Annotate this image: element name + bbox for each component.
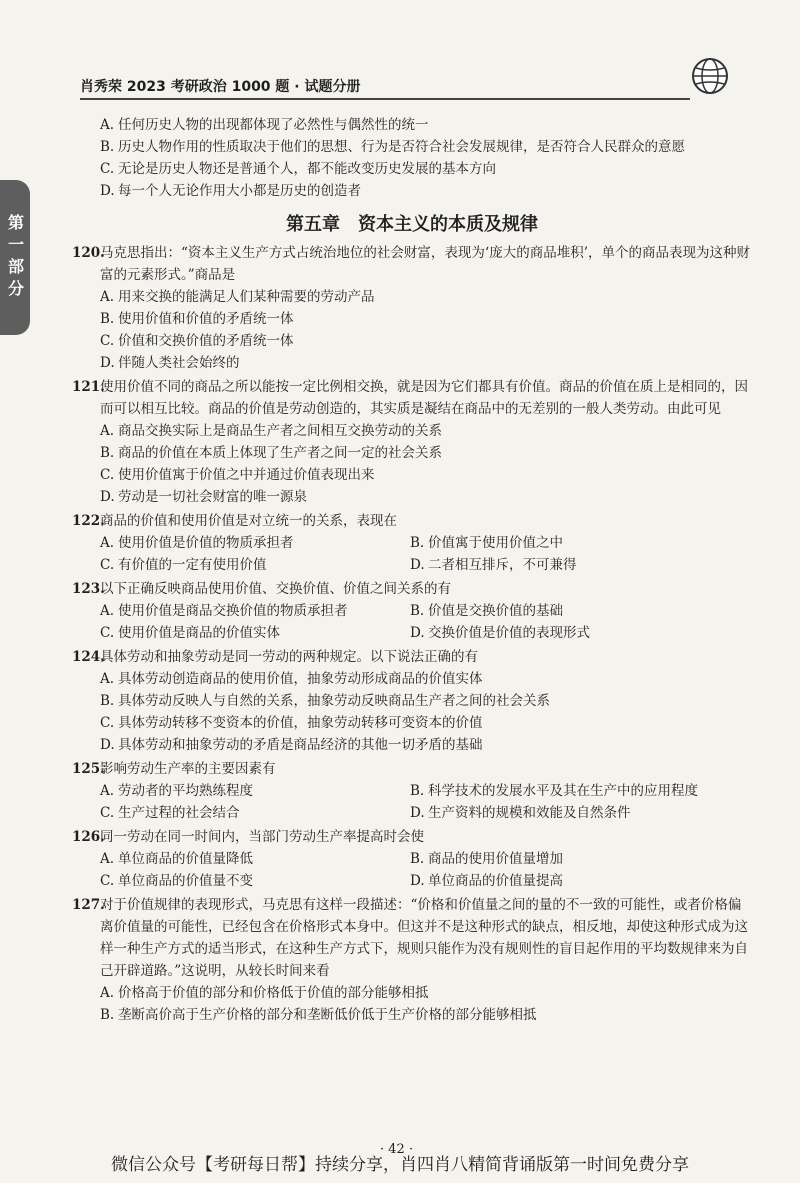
answer-option: [410, 780, 742, 802]
question-item: [72, 758, 752, 824]
option-text: 价格高于价值的部分和价格低于价值的部分能够相抵: [118, 985, 429, 1001]
answer-option: [410, 802, 742, 824]
option-text: 劳动者的平均熟练程度: [118, 783, 253, 799]
question-text: 商品的价值和使用价值是对立统一的关系，表现在: [100, 513, 397, 529]
question-text: 使用价值不同的商品之所以能按一定比例相交换，就是因为它们都具有价值。商品的价值在质上是相同的，因而可以相互比较。商品的价值是劳动创造的，其实质是凝结在商品中的无差别的一般人类劳动。由此可见: [100, 379, 748, 417]
answer-option: [100, 136, 752, 158]
option-letter: A.: [100, 851, 115, 867]
option-text: 交换价值是价值的表现形式: [428, 625, 590, 641]
question-item: [72, 510, 752, 576]
option-letter: B.: [410, 603, 425, 619]
question-stem: [72, 646, 752, 668]
option-text: 使用价值是商品交换价值的物质承担者: [118, 603, 348, 619]
answer-option: [100, 870, 382, 892]
question-stem: [72, 578, 752, 600]
option-list: [72, 668, 752, 756]
option-list: [72, 848, 752, 892]
option-letter: A.: [100, 289, 115, 305]
option-text: 具体劳动创造商品的使用价值，抽象劳动形成商品的价值实体: [118, 671, 483, 687]
answer-option: [100, 158, 752, 180]
option-text: 使用价值是价值的物质承担者: [118, 535, 294, 551]
option-letter: A.: [100, 985, 115, 1001]
answer-option: [100, 802, 382, 824]
option-letter: B.: [100, 311, 115, 327]
answer-option: [100, 486, 752, 508]
option-text: 具体劳动转移不变资本的价值，抽象劳动转移可变资本的价值: [118, 715, 483, 731]
option-text: 科学技术的发展水平及其在生产中的应用程度: [428, 783, 698, 799]
option-text: 二者相互排斥，不可兼得: [428, 557, 577, 573]
question-number: 122.: [72, 513, 105, 529]
option-letter: D.: [100, 737, 115, 753]
option-text: 使用价值寓于价值之中并通过价值表现出来: [118, 467, 375, 483]
answer-option: [100, 982, 752, 1004]
option-letter: A.: [100, 671, 115, 687]
page-content: [72, 114, 752, 1026]
option-text: 具体劳动和抽象劳动的矛盾是商品经济的其他一切矛盾的基础: [118, 737, 483, 753]
option-letter: C.: [100, 161, 115, 177]
question-number: 125.: [72, 761, 105, 777]
option-letter: A.: [100, 535, 115, 551]
answer-option: [100, 442, 752, 464]
answer-option: [100, 690, 752, 712]
option-text: 具体劳动反映人与自然的关系，抽象劳动反映商品生产者之间的社会关系: [118, 693, 550, 709]
answer-option: [100, 330, 752, 352]
option-letter: C.: [100, 625, 115, 641]
option-list: [72, 532, 752, 576]
option-letter: D.: [100, 489, 115, 505]
question-text: 同一劳动在同一时间内，当部门劳动生产率提高时会使: [100, 829, 424, 845]
question-number: 127.: [72, 897, 105, 913]
question-list: [72, 242, 752, 1026]
option-letter: D.: [100, 183, 115, 199]
option-letter: A.: [100, 423, 115, 439]
option-letter: C.: [100, 715, 115, 731]
answer-option: [100, 286, 752, 308]
header-rule: [80, 98, 690, 100]
option-list: [72, 600, 752, 644]
option-text: 商品交换实际上是商品生产者之间相互交换劳动的关系: [118, 423, 442, 439]
answer-option: [100, 668, 752, 690]
question-stem: [72, 894, 752, 982]
option-text: 价值和交换价值的矛盾统一体: [118, 333, 294, 349]
question-item: [72, 376, 752, 508]
previous-question-options: [72, 114, 752, 202]
option-list: [72, 286, 752, 374]
question-item: [72, 242, 752, 374]
option-letter: C.: [100, 557, 115, 573]
question-item: [72, 826, 752, 892]
answer-option: [100, 600, 382, 622]
option-text: 单位商品的价值量不变: [118, 873, 253, 889]
question-text: 马克思指出：“资本主义生产方式占统治地位的社会财富，表现为‘庞大的商品堆积’，单个的商品表现为这种财富的元素形式。”商品是: [100, 245, 750, 283]
question-stem: [72, 510, 752, 532]
section-tab: 第一部分: [0, 180, 30, 335]
question-text: 影响劳动生产率的主要因素有: [100, 761, 276, 777]
answer-option: [100, 532, 382, 554]
answer-option: [100, 622, 382, 644]
option-text: 每一个人无论作用大小都是历史的创造者: [118, 183, 361, 199]
answer-option: [410, 532, 742, 554]
option-letter: A.: [100, 783, 115, 799]
question-number: 126.: [72, 829, 105, 845]
option-letter: A.: [100, 603, 115, 619]
option-letter: C.: [100, 467, 115, 483]
question-stem: [72, 758, 752, 780]
page-header: [80, 70, 730, 102]
option-text: 历史人物作用的性质取决于他们的思想、行为是否符合社会发展规律，是否符合人民群众的意愿: [118, 139, 685, 155]
option-text: 商品的使用价值量增加: [428, 851, 563, 867]
globe-icon: [690, 56, 730, 96]
question-stem: [72, 242, 752, 286]
answer-option: [410, 870, 742, 892]
option-letter: D.: [410, 625, 425, 641]
option-text: 单位商品的价值量提高: [428, 873, 563, 889]
chapter-title: 第五章 资本主义的本质及规律: [286, 214, 538, 235]
option-letter: B.: [100, 445, 115, 461]
option-text: 伴随人类社会始终的: [118, 355, 240, 371]
question-text: 具体劳动和抽象劳动是同一劳动的两种规定。以下说法正确的有: [100, 649, 478, 665]
option-letter: B.: [410, 851, 425, 867]
footer-note: 微信公众号【考研每日帮】持续分享，肖四肖八精简背诵版第一时间免费分享: [111, 1155, 689, 1175]
question-number: 124.: [72, 649, 105, 665]
option-letter: B.: [410, 783, 425, 799]
answer-option: [100, 1004, 752, 1026]
option-text: 任何历史人物的出现都体现了必然性与偶然性的统一: [118, 117, 429, 133]
page-number: · 42 ·: [380, 1142, 414, 1157]
book-title: 肖秀荣 2023 考研政治 1000 题 · 试题分册: [80, 79, 361, 95]
option-text: 无论是历史人物还是普通个人，都不能改变历史发展的基本方向: [118, 161, 496, 177]
option-letter: A.: [100, 117, 115, 133]
answer-option: [410, 600, 742, 622]
answer-option: [410, 622, 742, 644]
question-item: [72, 578, 752, 644]
option-letter: B.: [100, 693, 115, 709]
answer-option: [100, 114, 752, 136]
option-text: 使用价值和价值的矛盾统一体: [118, 311, 294, 327]
option-text: 生产资料的规模和效能及自然条件: [428, 805, 631, 821]
question-item: [72, 894, 752, 1026]
option-letter: C.: [100, 333, 115, 349]
question-text: 对于价值规律的表现形式，马克思有这样一段描述：“价格和价值量之间的量的不一致的可能性，或者价格偏离价值量的可能性，已经包含在价格形式本身中。但这并不是这种形式的缺点，相反地，却使这种形式成为这样一种生产方式的适当形式，在这种生产方式下，规则只能作为没有规则性的盲目起作用的平均数规律来为自己开辟道路。”这说明，从较长时间来看: [100, 897, 748, 979]
option-text: 商品的价值在本质上体现了生产者之间一定的社会关系: [118, 445, 442, 461]
answer-option: [410, 848, 742, 870]
option-text: 价值寓于使用价值之中: [428, 535, 563, 551]
option-text: 使用价值是商品的价值实体: [118, 625, 280, 641]
option-letter: D.: [410, 805, 425, 821]
option-text: 价值是交换价值的基础: [428, 603, 563, 619]
question-stem: [72, 826, 752, 848]
question-number: 123.: [72, 581, 105, 597]
option-letter: C.: [100, 805, 115, 821]
question-number: 121.: [72, 379, 105, 395]
option-letter: D.: [410, 557, 425, 573]
option-letter: D.: [100, 355, 115, 371]
option-list: [72, 780, 752, 824]
answer-option: [100, 712, 752, 734]
option-letter: B.: [100, 1007, 115, 1023]
option-letter: B.: [100, 139, 115, 155]
answer-option: [100, 780, 382, 802]
option-text: 单位商品的价值量降低: [118, 851, 253, 867]
answer-option: [100, 464, 752, 486]
answer-option: [100, 420, 752, 442]
option-text: 有价值的一定有使用价值: [118, 557, 267, 573]
answer-option: [100, 848, 382, 870]
question-stem: [72, 376, 752, 420]
answer-option: [100, 352, 752, 374]
option-list: [72, 982, 752, 1026]
answer-option: [100, 734, 752, 756]
answer-option: [410, 554, 742, 576]
option-list: [72, 420, 752, 508]
option-text: 垄断高价高于生产价格的部分和垄断低价低于生产价格的部分能够相抵: [118, 1007, 537, 1023]
option-text: 用来交换的能满足人们某种需要的劳动产品: [118, 289, 375, 305]
option-letter: C.: [100, 873, 115, 889]
answer-option: [100, 554, 382, 576]
option-text: 劳动是一切社会财富的唯一源泉: [118, 489, 307, 505]
question-number: 120.: [72, 245, 105, 261]
option-letter: B.: [410, 535, 425, 551]
question-item: [72, 646, 752, 756]
option-letter: D.: [410, 873, 425, 889]
answer-option: [100, 308, 752, 330]
option-text: 生产过程的社会结合: [118, 805, 240, 821]
answer-option: [100, 180, 752, 202]
question-text: 以下正确反映商品使用价值、交换价值、价值之间关系的有: [100, 581, 451, 597]
